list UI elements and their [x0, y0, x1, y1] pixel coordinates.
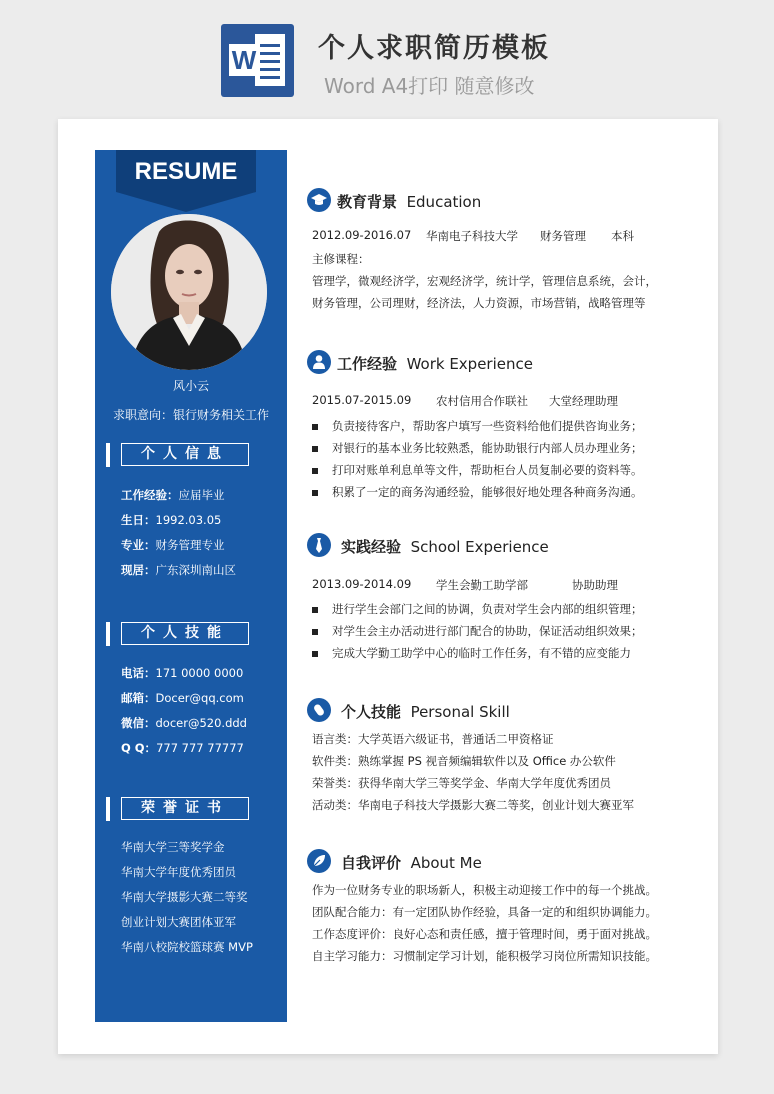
resume-tag [116, 150, 256, 212]
work-period: 2015.07-2015.09 [312, 393, 412, 407]
skill-line: 荣誉类：获得华南大学三等奖学金、华南大学年度优秀团员 [312, 776, 611, 790]
banner-subtitle: Word A4打印 随意修改 [324, 74, 535, 98]
practice-bullet: 进行学生会部门之间的协调，负责对学生会内部的组织管理； [312, 601, 643, 617]
skills-heading-label: 个人技能 [121, 622, 249, 645]
skill-line: 软件类：熟练掌握 PS 视音频编辑软件以及 Office 办公软件 [312, 754, 616, 768]
work-bullet: 对银行的基本业务比较熟悉，能协助银行内部人员办理业务； [312, 440, 643, 456]
info-item: 现居：广东深圳南山区 [121, 563, 236, 577]
info-item: 生日：1992.03.05 [121, 513, 222, 527]
courses-line: 管理学，微观经济学，宏观经济学，统计学，管理信息系统，会计， [312, 274, 657, 288]
education-school: 华南电子科技大学 [426, 229, 518, 243]
mouse-icon [307, 698, 331, 722]
work-role: 大堂经理助理 [549, 394, 618, 408]
honor-item: 华南八校院校篮球赛 MVP [121, 940, 253, 954]
honors-heading [106, 797, 250, 821]
word-icon [221, 24, 294, 97]
work-org: 农村信用合作联社 [436, 394, 528, 408]
word-letter: W [229, 44, 259, 76]
avatar [111, 214, 267, 370]
leaf-icon [307, 849, 331, 873]
education-period: 2012.09-2016.07 [312, 228, 412, 242]
contact-item: 邮箱：Docer@qq.com [121, 691, 244, 705]
practice-period: 2013.09-2014.09 [312, 577, 412, 591]
self-eval-line: 工作态度评价：良好心态和责任感，擅于管理时间，勇于面对挑战。 [312, 927, 657, 941]
person-icon [307, 350, 331, 374]
contact-item: Q Q：777 777 77777 [121, 741, 244, 755]
skill-line: 活动类：华南电子科技大学摄影大赛二等奖，创业计划大赛亚军 [312, 798, 634, 812]
practice-bullet: 完成大学勤工助学中心的临时工作任务，有不错的应变能力 [312, 645, 631, 661]
practice-role: 协助助理 [572, 578, 618, 592]
honor-item: 华南大学摄影大赛二等奖 [121, 890, 248, 904]
self-eval-line: 作为一位财务专业的职场新人，积极主动迎接工作中的每一个挑战。 [312, 883, 657, 897]
self-eval-title: 自我评价 About Me [341, 854, 482, 872]
contact-item: 微信：docer@520.ddd [121, 716, 247, 730]
education-degree: 本科 [611, 229, 634, 243]
job-intention: 求职意向：银行财务相关工作 [112, 408, 269, 422]
practice-bullet: 对学生会主办活动进行部门配合的协助，保证活动组织效果； [312, 623, 643, 639]
word-page-icon [255, 34, 285, 86]
honors-heading-label: 荣誉证书 [121, 797, 249, 820]
skills-heading [106, 622, 250, 646]
courses-line: 财务管理，公司理财，经济法，人力资源，市场营销，战略管理等 [312, 296, 646, 310]
courses-label: 主修课程： [312, 252, 370, 266]
practice-title: 实践经验 School Experience [341, 538, 549, 556]
personal-skill-title: 个人技能 Personal Skill [341, 703, 510, 721]
tie-icon [307, 533, 331, 557]
personal-info-heading-label: 个人信息 [121, 443, 249, 466]
candidate-name: 风小云 [172, 379, 209, 393]
banner-title: 个人求职简历模板 [318, 33, 550, 64]
skill-line: 语言类：大学英语六级证书，普通话二甲资格证 [312, 732, 554, 746]
honor-item: 华南大学三等奖学金 [121, 840, 225, 854]
self-eval-line: 自主学习能力：习惯制定学习计划，能积极学习岗位所需知识技能。 [312, 949, 657, 963]
info-item: 工作经验：应届毕业 [121, 488, 225, 502]
work-bullet: 积累了一定的商务沟通经验，能够很好地处理各种商务沟通。 [312, 484, 643, 500]
work-bullet: 打印对账单利息单等文件，帮助柜台人员复制必要的资料等。 [312, 462, 643, 478]
work-bullet: 负责接待客户，帮助客户填写一些资料给他们提供咨询业务； [312, 418, 643, 434]
info-item: 专业：财务管理专业 [121, 538, 225, 552]
practice-org: 学生会勤工助学部 [436, 578, 528, 592]
self-eval-line: 团队配合能力：有一定团队协作经验，具备一定的和组织协调能力。 [312, 905, 657, 919]
work-title: 工作经验 Work Experience [337, 355, 533, 373]
contact-item: 电话：171 0000 0000 [121, 666, 244, 680]
personal-info-heading [106, 443, 250, 467]
education-title: 教育背景 Education [337, 193, 482, 211]
education-major: 财务管理 [540, 229, 586, 243]
honor-item: 创业计划大赛团体亚军 [121, 915, 236, 929]
honor-item: 华南大学年度优秀团员 [121, 865, 236, 879]
graduation-cap-icon [307, 188, 331, 212]
resume-label: RESUME [134, 158, 238, 185]
